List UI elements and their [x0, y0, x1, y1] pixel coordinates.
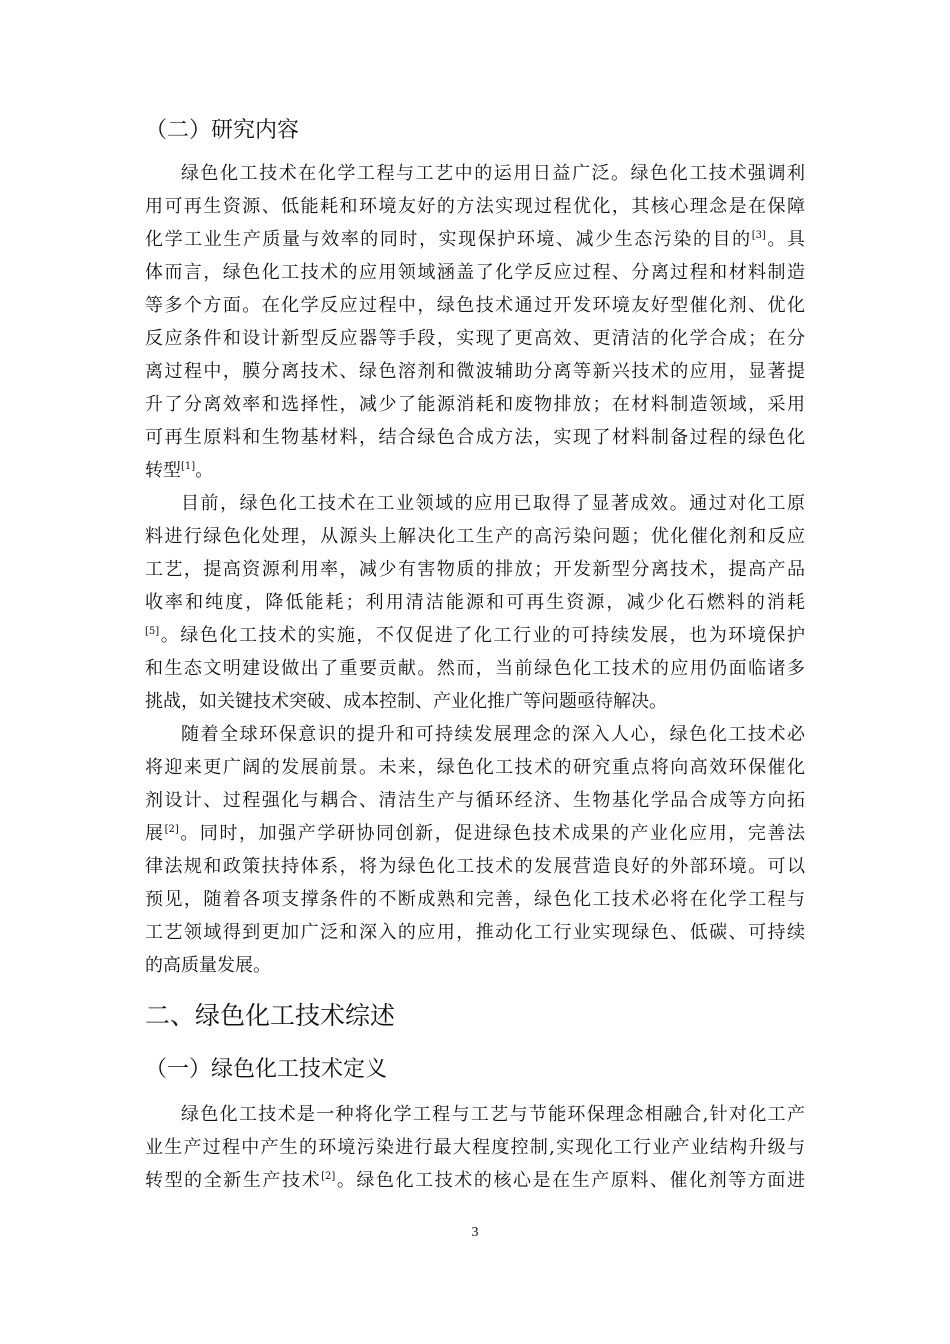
page-number: 3	[471, 1225, 479, 1240]
paragraph-line: 律法规和政策扶持体系，将为绿色化工技术的发展营造良好的外部环境。可以	[145, 856, 805, 877]
citation-marker: [3]	[751, 230, 766, 241]
paragraph-line: 展[2]。同时，加强产学研协同创新，促进绿色技术成果的产业化应用，完善法	[145, 823, 806, 844]
paragraph-line: 用可再生资源、低能耗和环境友好的方法实现过程优化，其核心理念是在保障	[145, 196, 805, 217]
paragraph-line: 升了分离效率和选择性，减少了能源消耗和废物排放；在材料制造领域，采用	[145, 394, 805, 415]
paragraph-line: 绿色化工技术是一种将化学工程与工艺与节能环保理念相融合,针对化工产	[181, 1104, 805, 1125]
paragraph-line: 转型的全新生产技术[2]。绿色化工技术的核心是在生产原料、催化剂等方面进	[145, 1170, 806, 1191]
paragraph-line: 预见，随着各项支撑条件的不断成熟和完善，绿色化工技术必将在化学工程与	[145, 889, 805, 910]
chapter-heading: 二、绿色化工技术综述	[145, 1001, 396, 1030]
paragraph-line: 业生产过程中产生的环境污染进行最大程度控制,实现化工行业产业结构升级与	[145, 1137, 805, 1158]
citation-marker: [2]	[321, 1171, 336, 1182]
paragraph-line: [5]。绿色化工技术的实施，不仅促进了化工行业的可持续发展，也为环境保护	[145, 625, 805, 646]
paragraph-line: 和生态文明建设做出了重要贡献。然而，当前绿色化工技术的应用仍面临诸多	[145, 658, 805, 679]
citation-marker: [1]	[181, 461, 196, 472]
paragraph-line: 化学工业生产质量与效率的同时，实现保护环境、减少生态污染的目的[3]。具	[145, 229, 806, 250]
paragraph-line: 随着全球环保意识的提升和可持续发展理念的深入人心，绿色化工技术必	[181, 724, 805, 745]
paragraph-line: 工艺领域得到更加广泛和深入的应用，推动化工行业实现绿色、低碳、可持续	[145, 922, 805, 943]
paragraph-line: 剂设计、过程强化与耦合、清洁生产与循环经济、生物基化学品合成等方向拓	[145, 790, 805, 811]
paragraph-line: 目前，绿色化工技术在工业领域的应用已取得了显著成效。通过对化工原	[181, 493, 805, 514]
paragraph-line: 工艺，提高资源利用率，减少有害物质的排放；开发新型分离技术，提高产品	[145, 559, 805, 580]
section-heading-research-content: （二）研究内容	[145, 118, 300, 143]
paragraph-line: 绿色化工技术在化学工程与工艺中的运用日益广泛。绿色化工技术强调利	[181, 163, 805, 184]
paragraph-line: 反应条件和设计新型反应器等手段，实现了更高效、更清洁的化学合成；在分	[145, 328, 805, 349]
paragraph-line: 将迎来更广阔的发展前景。未来，绿色化工技术的研究重点将向高效环保催化	[145, 757, 805, 778]
paragraph-line: 转型[1]。	[145, 460, 214, 481]
paragraph-line: 的高质量发展。	[145, 955, 271, 976]
paragraph-line: 料进行绿色化处理，从源头上解决化工生产的高污染问题；优化催化剂和反应	[145, 526, 805, 547]
citation-marker: [5]	[145, 626, 160, 637]
paragraph-line: 离过程中，膜分离技术、绿色溶剂和微波辅助分离等新兴技术的应用，显著提	[145, 361, 805, 382]
citation-marker: [2]	[164, 824, 179, 835]
paragraph-line: 可再生原料和生物基材料，结合绿色合成方法，实现了材料制备过程的绿色化	[145, 427, 805, 448]
paragraph-line: 等多个方面。在化学反应过程中，绿色技术通过开发环境友好型催化剂、优化	[145, 295, 805, 316]
paragraph-line: 挑战，如关键技术突破、成本控制、产业化推广等问题亟待解决。	[145, 691, 667, 712]
section-heading-definition: （一）绿色化工技术定义	[145, 1057, 388, 1082]
paragraph-line: 收率和纯度，降低能耗；利用清洁能源和可再生资源，减少化石燃料的消耗	[145, 592, 805, 613]
paragraph-line: 体而言，绿色化工技术的应用领域涵盖了化学反应过程、分离过程和材料制造	[145, 262, 805, 283]
